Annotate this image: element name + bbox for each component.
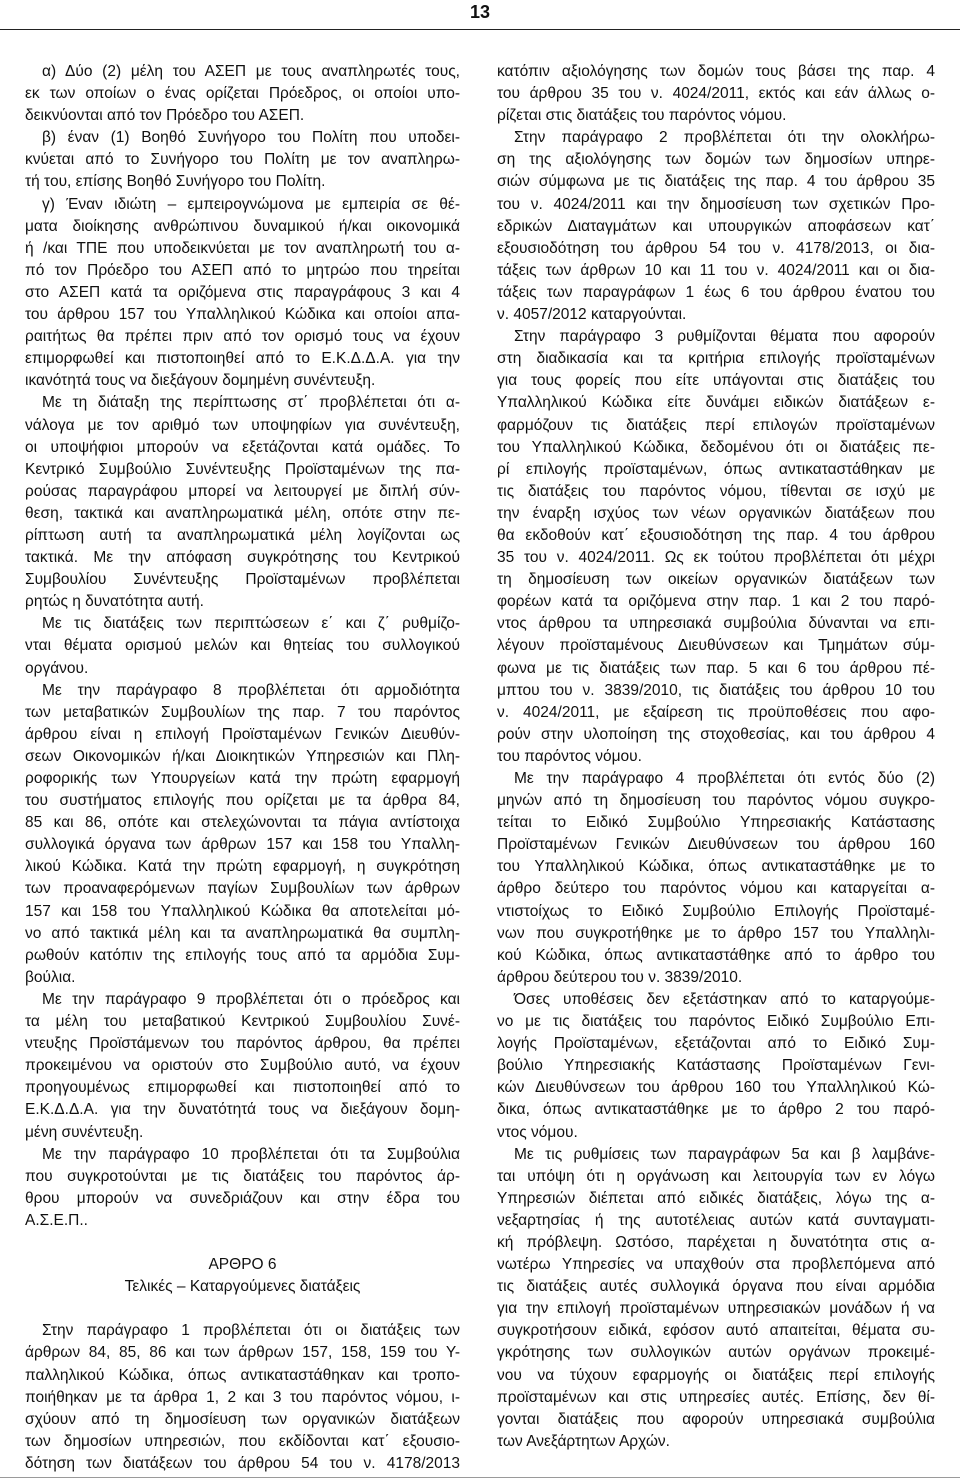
paragraph: [25, 613, 460, 679]
text-line: του Υπαλληλικού Κώδικα, δεδομένου ότι οι διατάξεις πε-: [497, 438, 935, 456]
text-line: των προαναφερόμενων παγίων Συμβουλίων των άρθρων: [25, 880, 460, 898]
text-line: νάλογα με τον αριθμό των υποψηφίων για συνέντευξη,: [25, 416, 460, 434]
text-line: φωνα με τις διατάξεις των παρ. 5 και 6 του άρθρου πέ-: [497, 659, 935, 677]
text-line: δεικνύονται από τον Πρόεδρο του ΑΣΕΠ.: [25, 107, 305, 125]
text-line: άρθρου δεύτερου του ν. 3839/2010.: [497, 968, 743, 986]
text-line: μπτου του ν. 3839/2010, τις διατάξεις του άρθρου 10 του: [497, 681, 935, 699]
article-title: Τελικές – Καταργούμενες διατάξεις: [124, 1278, 361, 1296]
text-line: ραιτήτως θα πρέπει πριν από τον ορισμό τους να έχουν: [25, 328, 460, 346]
text-line: γκρότησης των συλλογικών αυτών οργάνων προκειμέ-: [497, 1344, 935, 1362]
text-line: των Ανεξάρτητων Αρχών.: [497, 1432, 670, 1450]
text-line: σχύουν από τη δημοσίευση των οργανικών διατάξεων: [25, 1410, 460, 1428]
text-line: ση της αξιολόγησης των δομών των δημοσίων υπηρε-: [497, 151, 935, 169]
text-line: επιμορφωθεί και πιστοποιηθεί από το Ε.Κ.Δ.Δ.Α. για την: [25, 350, 460, 368]
page-number: 13: [470, 2, 491, 22]
text-line: σεων Οικονομικών ή/και Διοικητικών Υπηρεσιών και Πλη-: [25, 747, 460, 765]
text-line: πό τον Πρόεδρο του ΑΣΕΠ από το μητρώο που τηρείται: [25, 261, 460, 279]
text-line: που συγκροτούνται με τις διατάξεις του παρόντος άρ-: [25, 1167, 460, 1185]
text-line: των μεταβατικών Συμβουλίων της παρ. 7 του παρόντος: [25, 703, 460, 721]
text-line: του άρθρου 157 του Υπαλληλικού Κώδικα και οποίοι απα-: [25, 306, 460, 324]
text-line: μηνών από τη δημοσίευση του παρόντος νόμου συγκρο-: [497, 792, 935, 810]
text-line: Συμβουλίου Συνέντευξης Προϊσταμένων προβλέπεται: [25, 571, 460, 589]
text-line: άρθρων 84, 85, 86 και των άρθρων 157, 158, 159 του Υ-: [25, 1344, 460, 1362]
text-line: μένη συνέντευξη.: [25, 1123, 144, 1141]
text-line: ρίπτωση αυτή τα αναπληρωματικά μέλη λογίζονται ως: [25, 526, 460, 544]
text-line: νων που συγκροτήθηκε με το άρθρο 157 του Υπαλληλι-: [497, 924, 935, 942]
text-line: στο ΑΣΕΠ κατά τα οριζόμενα στις παραγράφους 3 και 4: [25, 283, 460, 301]
text-line: άρθρο δεύτερο του παρόντος νόμου και καταργείται α-: [497, 880, 935, 898]
text-line: κών Διευθύνσεων του άρθρου 160 του Υπαλληλικού Κώ-: [497, 1079, 935, 1097]
paragraph: [25, 1320, 460, 1475]
paragraph: [497, 989, 935, 1144]
text-line: τις διατάξεις αυτές συλλογικά όργανα που είναι αρμόδια: [497, 1278, 935, 1296]
text-line: ρωθούν κατόπιν της επιλογής τους από τα αρμόδια Συμ-: [25, 946, 460, 964]
text-line: θα εκδοθούν κατ΄ εξουσιοδότηση της παρ. 4 του άρθρου: [497, 526, 935, 544]
text-line: λέγουν προϊσταμένους Διευθύνσεων και Τμημάτων σύμ-: [497, 637, 935, 655]
text-line: ντευξης Προϊστάμενων του παρόντος άρθρου, θα πρέπει: [25, 1035, 460, 1053]
footer-rule: [0, 1477, 960, 1478]
text-line: τα μέλη του μεταβατικού Κεντρικού Συμβουλίου Συνέ-: [25, 1013, 460, 1031]
text-line: τις διατάξεις του παρόντος νόμου, τίθενται σε ισχύ με: [497, 482, 935, 500]
text-line: προηγουμένως επιμορφωθεί και πιστοποιηθεί από το: [25, 1079, 460, 1097]
text-line: ται υπόψη ότι η οργάνωση και λειτουργία των εν λόγω: [497, 1167, 935, 1185]
text-line: Α.Σ.Ε.Π..: [25, 1211, 88, 1229]
text-line: τάξεις των παραγράφων 1 έως 6 του άρθρου ένατου του: [497, 283, 935, 301]
text-line: Με την παράγραφο 10 προβλέπεται ότι τα Συμβούλια: [42, 1145, 460, 1163]
text-line: Στην παράγραφο 3 ρυθμίζονται θέματα που αφορούν: [514, 328, 935, 346]
text-line: Με τις διατάξεις των περιπτώσεων ε΄ και ζ΄ ρυθμίζο-: [42, 615, 460, 633]
text-line: τή του, επίσης Βοηθό Συνήγορο του Πολίτη.: [25, 173, 326, 191]
text-line: συλλογικά όργανα των άρθρων 157 και 158 του Υπαλλη-: [25, 836, 460, 854]
text-line: γ) Έναν ιδιώτη – εμπειρογνώμονα με εμπειρία σε θέ-: [42, 195, 460, 213]
text-line: Στην παράγραφο 1 προβλέπεται ότι οι διατάξεις των: [42, 1322, 460, 1340]
text-line: 35 του ν. 4024/2011. Ως εκ τούτου προβλέπεται ότι μέχρι: [497, 549, 935, 567]
right-column: [497, 61, 935, 1453]
text-line: ν. 4057/2012 καταργούνται.: [497, 306, 687, 324]
text-line: κνύεται από το Συνήγορο του Πολίτη με τον αναπληρω-: [25, 151, 460, 169]
text-line: τη δημοσίευση των οικείων οργανικών διατάξεων των: [497, 571, 935, 589]
text-line: για τους φορείς που είτε υπάγονται στις διατάξεις του: [497, 372, 935, 390]
text-line: σιών σύμφωνα με τις διατάξεις της παρ. 4 του άρθρου 35: [497, 173, 935, 191]
text-line: ρούν στην υλοποίηση της στοχοθεσίας, και του άρθρου 4: [497, 725, 935, 743]
text-line: ποιήθηκαν με τα άρθρα 1, 2 και 3 του παρόντος νόμου, ι-: [25, 1388, 460, 1406]
text-line: νωτέρω Υπηρεσίες να υπαχθούν στα προβλεπόμενα από: [497, 1256, 935, 1274]
text-line: του άρθρου 35 του ν. 4024/2011, εκτός και εάν άλλως ο-: [497, 85, 935, 103]
paragraph: [25, 61, 460, 127]
text-line: συγκροτήσουν ειδικά, εφόσον αυτό απαιτείται, θέματα συ-: [497, 1322, 935, 1340]
text-line: ρίζεται στις διατάξεις του παρόντος νόμου.: [497, 107, 787, 125]
text-line: του συστήματος επιλογής που ορίζεται με τα άρθρα 84,: [25, 792, 460, 810]
text-line: γονται διατάξεις που αφορούν υπηρεσιακά συμβούλια: [497, 1410, 935, 1428]
text-line: Όσες υποθέσεις δεν εξετάστηκαν από το καταργούμε-: [514, 990, 935, 1008]
text-line: ρητώς η δυνατότητα αυτή.: [25, 593, 204, 611]
text-line: οργάνου.: [25, 659, 89, 677]
text-line: νεξαρτησίας ή της αυτοτέλειας αυτών κατά συνταγματι-: [497, 1211, 935, 1229]
text-line: ρί επιλογής προϊσταμένων, όπως αντικαταστάθηκαν με: [497, 460, 935, 478]
text-line: Υπηρεσιών διέπεται από ειδικές διατάξεις, λόγω της α-: [497, 1189, 935, 1207]
text-line: ντιστοίχως το Ειδικό Συμβούλιο Επιλογής Προϊσταμέ-: [497, 902, 935, 920]
text-line: ντος άρθρου τα υπηρεσιακά συμβούλια δύνανται να επι-: [497, 615, 935, 633]
text-line: Με τις ρυθμίσεις των παραγράφων 5α και β λαμβάνε-: [514, 1145, 935, 1163]
text-line: παλληλικού Κώδικα, όπως αντικαταστάθηκαν και τροπο-: [25, 1366, 460, 1384]
text-line: στη διαδικασία και τα κριτήρια επιλογής προϊσταμένων: [497, 350, 935, 368]
text-line: ή /και ΤΠΕ που υποδεικνύεται με τον αναπληρωτή του α-: [25, 239, 460, 257]
text-line: του Υπαλληλικού Κώδικα, όπως αντικαταστάθηκε με το: [497, 858, 935, 876]
text-line: νται θέματα ορισμού μελών και θητείας του συλλογικού: [25, 637, 460, 655]
paragraph: [25, 194, 460, 393]
text-line: του παρόντος νόμου.: [497, 747, 642, 765]
paragraph: [497, 326, 935, 768]
text-line: ικανότητά τους να διεξάγουν δομημένη συνέντευξη.: [25, 372, 376, 390]
text-line: Με την παράγραφο 9 προβλέπεται ότι ο πρόεδρος και: [42, 990, 460, 1008]
text-line: Κεντρικό Συμβούλιο Συνέντευξης Προϊσταμένων της πα-: [25, 460, 460, 478]
text-line: φορέων κατά τα οριζόμενα στην παρ. 1 και 2 του παρό-: [497, 593, 935, 611]
text-line: οι υποψήφιοι μπορούν να εξετάζονται κατά ομάδες. Το: [25, 438, 460, 456]
text-line: ντος νόμου.: [497, 1123, 578, 1141]
text-line: τακτικά. Με την απόφαση συγκρότησης του Κεντρικού: [25, 549, 460, 567]
text-line: του ν. 4024/2011 και την δημοσίευση των σχετικών Προ-: [497, 195, 935, 213]
text-line: Με την παράγραφο 8 προβλέπεται ότι αρμοδιότητα: [42, 681, 460, 699]
text-line: Στην παράγραφο 2 προβλέπεται ότι την ολοκλήρω-: [514, 129, 935, 147]
article-heading: [25, 1254, 460, 1298]
text-line: νου να τύχουν εφαρμογής οι διατάξεις περί επιλογής: [497, 1366, 935, 1384]
text-line: Ε.Κ.Δ.Δ.Α. για την δυνατότητά τους να διεξάγουν δομη-: [25, 1101, 460, 1119]
paragraph: [497, 768, 935, 989]
text-line: 157 και 158 του Υπαλληλικού Κώδικα θα αποτελείται μό-: [25, 902, 460, 920]
text-line: φαρμόζουν τις διατάξεις περί επιλογών προϊσταμένων: [497, 416, 935, 434]
left-column: [25, 61, 460, 1475]
text-line: την έναρξη ισχύος των νέων οργανικών διατάξεων που: [497, 504, 935, 522]
text-line: Με την παράγραφο 4 προβλέπεται ότι εντός δύο (2): [514, 770, 935, 787]
paragraph: [25, 989, 460, 1144]
paragraph: [25, 127, 460, 193]
text-line: εκ των οποίων ο ένας ορίζεται Πρόεδρος, οι οποίοι υπο-: [25, 85, 460, 103]
text-line: ροφορικής των Υπουργείων κατά την πρώτη εφαρμογή: [25, 770, 460, 787]
text-line: κή πρόβλεψη. Ωστόσο, παρέχεται η δυνατότητα στις α-: [497, 1233, 935, 1251]
text-line: βούλιο Υπηρεσιακής Κατάστασης Προϊσταμένων Γενι-: [497, 1057, 935, 1075]
article-number: ΑΡΘΡΟ 6: [208, 1256, 277, 1274]
text-line: κατόπιν αξιολόγησης των δομών τους βάσει της παρ. 4: [497, 63, 935, 80]
text-line: εδρικών Διαταγμάτων και υπουργικών αποφάσεων κατ΄: [497, 217, 935, 235]
text-line: δότηση των διατάξεων του άρθρου 54 του ν. 4178/2013: [25, 1454, 460, 1472]
paragraph: [25, 680, 460, 989]
text-line: ν. 4024/2011, με εξαίρεση τις προϋποθέσεις που αφο-: [497, 703, 935, 721]
text-line: θρου μπορούν να συνεδριάζουν και στην έδρα του: [25, 1189, 460, 1207]
text-line: τείται το Ειδικό Συμβούλιο Υπηρεσιακής Κατάστασης: [497, 814, 935, 832]
text-line: κού Κώδικα, όπως αντικαταστάθηκε από το άρθρο του: [497, 946, 935, 964]
text-line: λογής Προϊσταμένων, εξετάζονται από το Ειδικό Συμ-: [497, 1035, 935, 1053]
header-rule: [0, 29, 960, 30]
text-line: για την επιλογή προϊσταμένων υπηρεσιακών μονάδων ή να: [497, 1300, 935, 1318]
paragraph: [25, 1144, 460, 1232]
paragraph: [497, 127, 935, 326]
text-line: Με τη διάταξη της περίπτωσης στ΄ προβλέπεται ότι α-: [42, 394, 460, 412]
paragraph: [497, 61, 935, 127]
text-line: προϊσταμένων και στις υπηρεσίες αυτές. Επίσης, δεν θί-: [497, 1388, 935, 1406]
text-line: Προϊσταμένων Γενικών Διευθύνσεων του άρθρου 160: [497, 836, 935, 854]
text-line: θεση, τακτικά και αναπληρωματικά μέλη, οπότε στην πε-: [25, 504, 460, 522]
text-line: β) έναν (1) Βοηθό Συνήγορο του Πολίτη που υποδει-: [42, 129, 460, 147]
text-line: α) Δύο (2) μέλη του ΑΣΕΠ με τους αναπληρωτές τους,: [42, 63, 460, 80]
paragraph: [497, 1144, 935, 1453]
text-line: προκειμένου να οριστούν στο Συμβούλιο αυτό, να έχουν: [25, 1057, 460, 1075]
text-line: λικού Κώδικα. Κατά την πρώτη εφαρμογή, η συγκρότηση: [25, 858, 460, 876]
text-line: ματα διοίκησης ανθρώπινου δυναμικού ή/και οικονομικά: [25, 217, 460, 235]
paragraph: [25, 392, 460, 613]
text-line: βούλια.: [25, 968, 76, 986]
text-line: νο με τις διατάξεις του παρόντος Ειδικό Συμβούλιο Επι-: [497, 1013, 935, 1031]
text-line: εξουσιοδότηση του άρθρου 54 του ν. 4178/2013, οι δια-: [497, 239, 935, 257]
text-line: τάξεις των άρθρων 10 και 11 του ν. 4024/2011 και οι δια-: [497, 261, 935, 279]
text-line: άρθρου είναι η επιλογή Προϊσταμένων Γενικών Διευθύν-: [25, 725, 460, 743]
text-line: δικα, όπως αντικαταστάθηκε με το άρθρο 2 του παρό-: [497, 1101, 935, 1119]
text-line: των δημοσίων υπηρεσιών, που εκδίδονται κατ΄ εξουσιο-: [25, 1432, 460, 1450]
text-line: 85 και 86, οπότε και στελεχώνονται τα πάγια αντίστοιχα: [25, 814, 460, 832]
text-line: ρούσας παραγράφου μπορεί να λειτουργεί με διπλή σύν-: [25, 482, 460, 500]
text-line: Υπαλληλικού Κώδικα είτε δυνάμει ειδικών διατάξεων ε-: [497, 394, 935, 412]
text-line: νο από τακτικά μέλη και τα αναπληρωματικά θα συμπλη-: [25, 924, 460, 942]
